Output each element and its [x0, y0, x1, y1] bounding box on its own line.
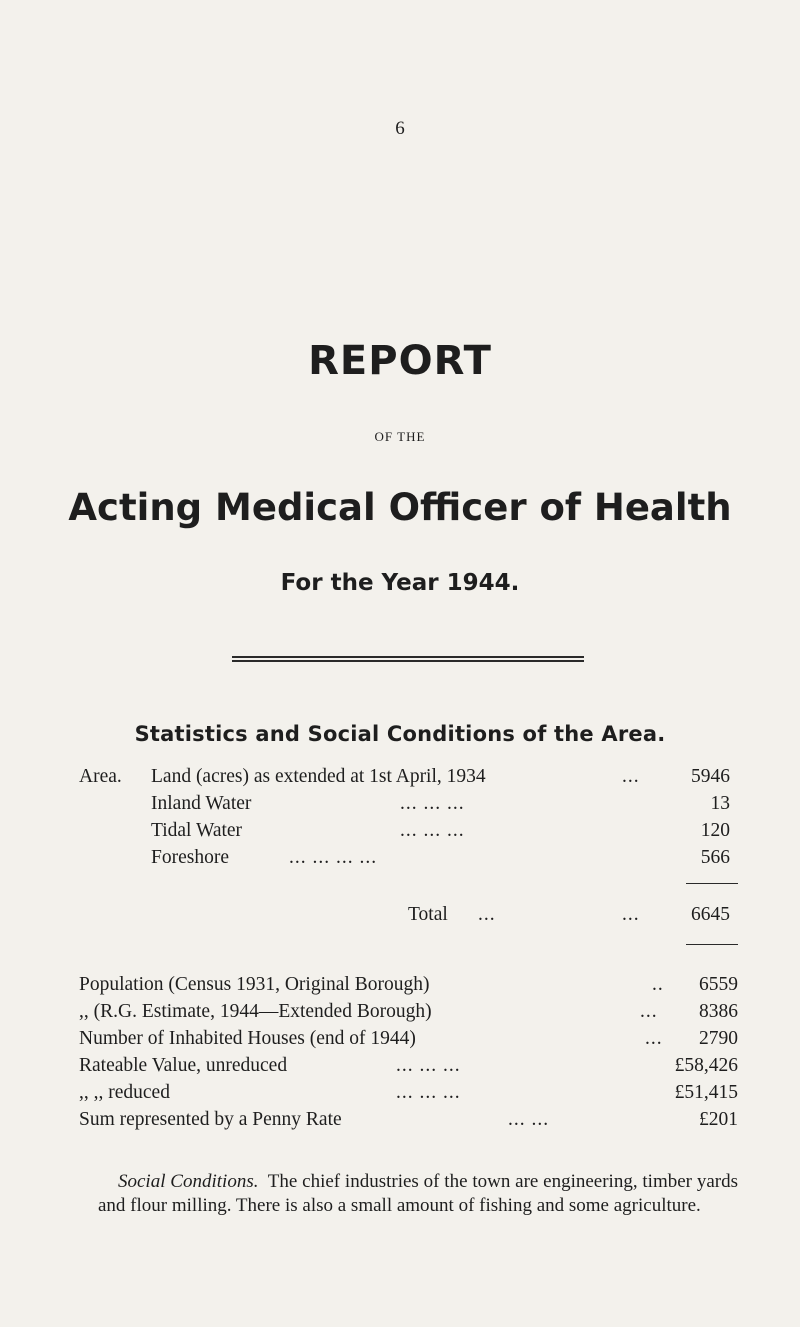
area-row-total	[0, 903, 800, 927]
population-row-rateable-reduced	[0, 1081, 800, 1105]
row-value: £201	[699, 1109, 738, 1130]
row-value: 120	[700, 820, 730, 841]
row-label: ,, (R.G. Estimate, 1944—Extended Borough)	[79, 1001, 432, 1022]
row-label: Tidal Water	[151, 820, 243, 841]
divider-rule-top	[232, 656, 584, 658]
leader-dots: ...	[640, 1001, 658, 1022]
area-row-inland-water	[0, 792, 800, 816]
row-value: £51,415	[674, 1082, 738, 1103]
document-title: Acting Medical Officer of Health	[68, 486, 732, 529]
row-value: 6559	[699, 974, 738, 995]
row-label: Population (Census 1931, Original Borough)	[79, 974, 430, 995]
of-the-subheading: OF THE	[374, 429, 426, 444]
divider-rule-bottom	[232, 660, 584, 662]
row-value: 5946	[691, 766, 730, 787]
area-row-land	[0, 765, 800, 789]
leader-dots: ... ... ... ...	[289, 847, 378, 868]
area-row-tidal-water	[0, 819, 800, 843]
page-number: 6	[395, 118, 405, 139]
population-row-houses	[0, 1027, 800, 1051]
population-row-estimate	[0, 1000, 800, 1024]
social-conditions-lead: Social Conditions.	[118, 1171, 259, 1192]
row-value: 566	[700, 847, 730, 868]
row-label: Rateable Value, unreduced	[79, 1055, 288, 1076]
year-line: For the Year 1944.	[280, 570, 520, 596]
row-value: 2790	[699, 1028, 738, 1049]
leader-dots: ... ... ...	[396, 1055, 461, 1076]
population-row-penny-rate	[0, 1108, 800, 1132]
total-rule-above	[686, 883, 738, 884]
leader-dots: ...	[622, 904, 640, 925]
area-heading: Area.	[79, 766, 122, 787]
row-value: 13	[710, 793, 730, 814]
social-conditions-text: The chief industries of the town are engineering, timber yards and flour milling. There is also a small amount of fishing and some agriculture.	[98, 1171, 738, 1216]
leader-dots: ... ... ...	[400, 793, 465, 814]
total-value: 6645	[691, 904, 730, 925]
row-label: Number of Inhabited Houses (end of 1944)	[79, 1028, 416, 1049]
leader-dots: ...	[622, 766, 640, 787]
row-value: £58,426	[674, 1055, 738, 1076]
row-label: Sum represented by a Penny Rate	[79, 1109, 342, 1130]
leader-dots: ... ...	[508, 1109, 550, 1130]
social-conditions-paragraph	[98, 1170, 738, 1218]
population-row-rateable-unreduced	[0, 1054, 800, 1078]
area-row-foreshore	[0, 846, 800, 870]
section-title: Statistics and Social Conditions of the Area.	[134, 722, 666, 746]
report-title: REPORT	[308, 338, 492, 384]
row-label: Land (acres) as extended at 1st April, 1934	[151, 766, 486, 787]
population-row-census	[0, 973, 800, 997]
row-label: Foreshore	[151, 847, 229, 868]
leader-dots: ...	[478, 904, 496, 925]
total-rule-below	[686, 944, 738, 945]
row-label: Inland Water	[151, 793, 252, 814]
row-value: 8386	[699, 1001, 738, 1022]
leader-dots: ... ... ...	[400, 820, 465, 841]
row-label: ,, ,, reduced	[79, 1082, 170, 1103]
leader-dots: ..	[652, 974, 664, 995]
total-label: Total	[408, 904, 448, 925]
leader-dots: ...	[645, 1028, 663, 1049]
leader-dots: ... ... ...	[396, 1082, 461, 1103]
